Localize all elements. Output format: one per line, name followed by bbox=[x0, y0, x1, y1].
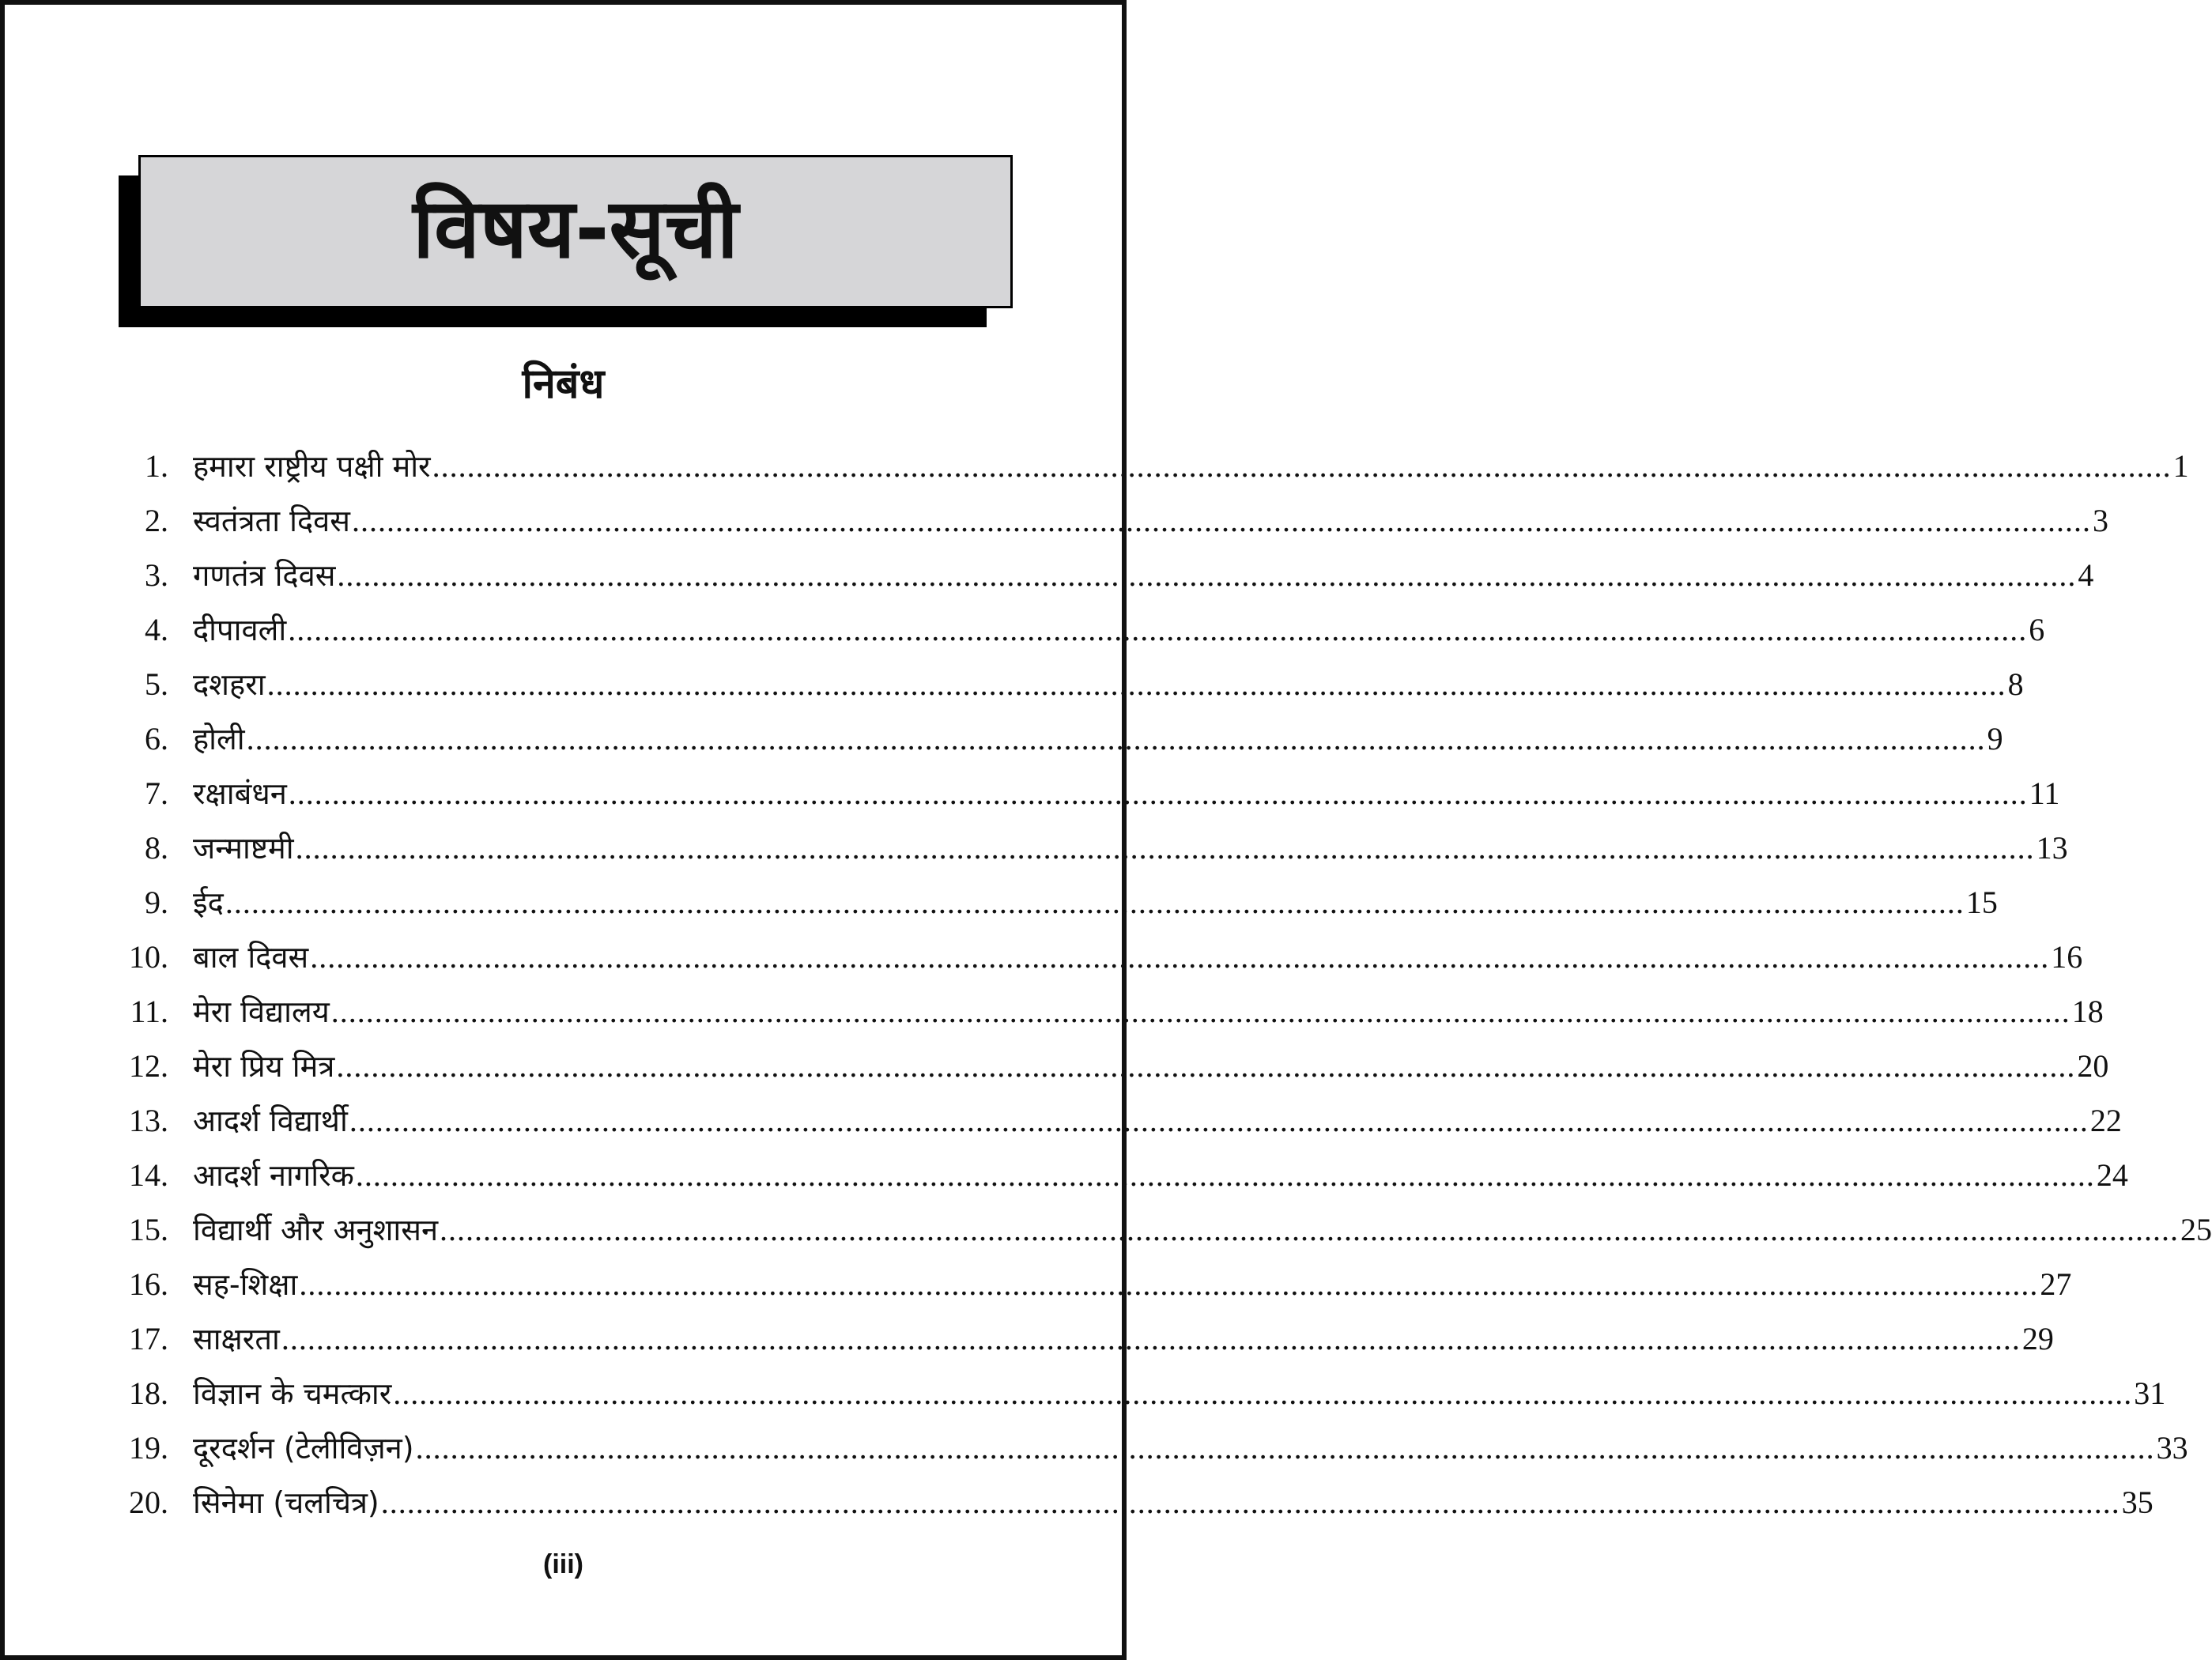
entry-page: 11 bbox=[2029, 775, 2060, 811]
entry-number: 17. bbox=[129, 1321, 168, 1356]
entry-number: 5. bbox=[145, 666, 168, 702]
entry-number: 1. bbox=[145, 448, 168, 484]
entry-page: 6 bbox=[2029, 612, 2045, 647]
toc-entry[interactable] bbox=[111, 711, 2003, 766]
toc-entry[interactable] bbox=[111, 875, 1998, 930]
toc-entry[interactable] bbox=[111, 821, 2068, 875]
dot-leader: ........................................................................................................................................................................................................ bbox=[266, 666, 2006, 702]
entry-number: 12. bbox=[129, 1048, 168, 1084]
entry-number: 7. bbox=[145, 775, 168, 811]
entry-page: 13 bbox=[2036, 830, 2068, 866]
entry-page: 3 bbox=[2092, 503, 2108, 538]
entry-page: 15 bbox=[1965, 885, 1998, 920]
page-title: विषय-सूची bbox=[413, 180, 738, 277]
entry-title: आदर्श विद्यार्थी bbox=[193, 1104, 348, 1139]
entry-title: गणतंत्र दिवस bbox=[193, 558, 336, 594]
entry-title: होली bbox=[193, 722, 245, 757]
toc-entry[interactable] bbox=[111, 1475, 2153, 1530]
dot-leader: ........................................................................................................................................................................................................ bbox=[337, 557, 2077, 593]
dot-leader: ........................................................................................................................................................................................................ bbox=[351, 503, 2091, 538]
entry-number: 16. bbox=[129, 1266, 168, 1302]
entry-number: 2. bbox=[145, 503, 168, 538]
entry-title: विद्यार्थी और अनुशासन bbox=[193, 1213, 439, 1248]
entry-page: 29 bbox=[2021, 1321, 2054, 1356]
dot-leader: ........................................................................................................................................................................................................ bbox=[295, 830, 2035, 866]
entry-number: 4. bbox=[145, 612, 168, 647]
dot-leader: ........................................................................................................................................................................................................ bbox=[281, 1321, 2021, 1356]
entry-page: 27 bbox=[2040, 1266, 2072, 1302]
dot-leader: ........................................................................................................................................................................................................ bbox=[299, 1266, 2039, 1302]
entry-page: 4 bbox=[2078, 557, 2094, 593]
dot-leader: ........................................................................................................................................................................................................ bbox=[288, 775, 2028, 811]
toc-entry[interactable] bbox=[111, 1366, 2166, 1420]
entry-title: रक्षाबंधन bbox=[193, 776, 287, 812]
toc-entry[interactable] bbox=[111, 1148, 2128, 1202]
toc-entry[interactable] bbox=[111, 1093, 2122, 1148]
toc-entry[interactable] bbox=[111, 602, 2045, 657]
dot-leader: ........................................................................................................................................................................................................ bbox=[310, 939, 2050, 975]
entry-title: आदर्श नागरिक bbox=[193, 1158, 354, 1194]
entry-number: 20. bbox=[129, 1485, 168, 1520]
entry-number: 14. bbox=[129, 1157, 168, 1193]
entry-title: हमारा राष्ट्रीय पक्षी मोर bbox=[193, 449, 431, 485]
entry-title: साक्षरता bbox=[193, 1322, 280, 1357]
entry-page: 31 bbox=[2134, 1375, 2166, 1411]
entry-page: 35 bbox=[2121, 1485, 2153, 1520]
toc-entry[interactable] bbox=[111, 766, 2060, 821]
entry-page: 33 bbox=[2156, 1430, 2188, 1466]
dot-leader: ........................................................................................................................................................................................................ bbox=[415, 1430, 2155, 1466]
section-heading: निबंध bbox=[522, 360, 605, 408]
dot-leader: ........................................................................................................................................................................................................ bbox=[349, 1103, 2089, 1138]
entry-title: दीपावली bbox=[193, 613, 287, 648]
toc-entry[interactable] bbox=[111, 1257, 2072, 1311]
dot-leader: ........................................................................................................................................................................................................ bbox=[288, 612, 2028, 647]
entry-page: 24 bbox=[2096, 1157, 2128, 1193]
entry-title: जन्माष्टमी bbox=[193, 831, 294, 866]
entry-number: 3. bbox=[145, 557, 168, 593]
toc-entry[interactable] bbox=[111, 657, 2024, 711]
toc-entry[interactable] bbox=[111, 493, 2108, 548]
toc-entry[interactable] bbox=[111, 1039, 2109, 1093]
entry-title: मेरा विद्यालय bbox=[193, 994, 330, 1030]
entry-title: दशहरा bbox=[193, 667, 266, 703]
entry-page: 22 bbox=[2089, 1103, 2122, 1138]
entry-number: 15. bbox=[129, 1212, 168, 1247]
entry-title: विज्ञान के चमत्कार bbox=[193, 1376, 392, 1412]
dot-leader: ........................................................................................................................................................................................................ bbox=[246, 721, 1986, 756]
entry-title: बाल दिवस bbox=[193, 940, 309, 975]
entry-title: दूरदर्शन (टेलीविज़न) bbox=[193, 1431, 414, 1466]
entry-page: 25 bbox=[2180, 1212, 2212, 1247]
entry-page: 9 bbox=[1987, 721, 2003, 756]
entry-title: स्वतंत्रता दिवस bbox=[193, 504, 350, 539]
toc-entry[interactable] bbox=[111, 984, 2104, 1039]
entry-title: सह-शिक्षा bbox=[193, 1267, 298, 1303]
entry-page: 18 bbox=[2071, 994, 2104, 1029]
toc-entry[interactable] bbox=[111, 1311, 2054, 1366]
dot-leader: ........................................................................................................................................................................................................ bbox=[440, 1212, 2180, 1247]
entry-title: मेरा प्रिय मित्र bbox=[193, 1049, 335, 1085]
dot-leader: ........................................................................................................................................................................................................ bbox=[380, 1485, 2120, 1520]
entry-number: 9. bbox=[145, 885, 168, 920]
dot-leader: ........................................................................................................................................................................................................ bbox=[225, 885, 1965, 920]
entry-number: 13. bbox=[129, 1103, 168, 1138]
entry-number: 19. bbox=[129, 1430, 168, 1466]
entry-number: 18. bbox=[129, 1375, 168, 1411]
dot-leader: ........................................................................................................................................................................................................ bbox=[432, 448, 2172, 484]
entry-number: 8. bbox=[145, 830, 168, 866]
entry-number: 10. bbox=[129, 939, 168, 975]
dot-leader: ........................................................................................................................................................................................................ bbox=[355, 1157, 2095, 1193]
entry-title: ईद bbox=[193, 885, 224, 921]
dot-leader: ........................................................................................................................................................................................................ bbox=[336, 1048, 2076, 1084]
toc-entry[interactable] bbox=[111, 1420, 2188, 1475]
toc-entry[interactable] bbox=[111, 439, 2189, 493]
entry-page: 8 bbox=[2007, 666, 2024, 702]
page-number: (iii) bbox=[543, 1549, 583, 1579]
entry-page: 1 bbox=[2172, 448, 2189, 484]
toc-entry[interactable] bbox=[111, 548, 2094, 602]
title-box bbox=[138, 155, 1013, 308]
entry-number: 11. bbox=[130, 994, 168, 1029]
entry-title: सिनेमा (चलचित्र) bbox=[193, 1485, 379, 1521]
entry-number: 6. bbox=[145, 721, 168, 756]
table-of-contents bbox=[111, 439, 2212, 1530]
toc-entry[interactable] bbox=[111, 1202, 2212, 1257]
dot-leader: ........................................................................................................................................................................................................ bbox=[330, 994, 2070, 1029]
entry-page: 16 bbox=[2051, 939, 2083, 975]
toc-entry[interactable] bbox=[111, 930, 2083, 984]
dot-leader: ........................................................................................................................................................................................................ bbox=[393, 1375, 2133, 1411]
entry-page: 20 bbox=[2077, 1048, 2109, 1084]
